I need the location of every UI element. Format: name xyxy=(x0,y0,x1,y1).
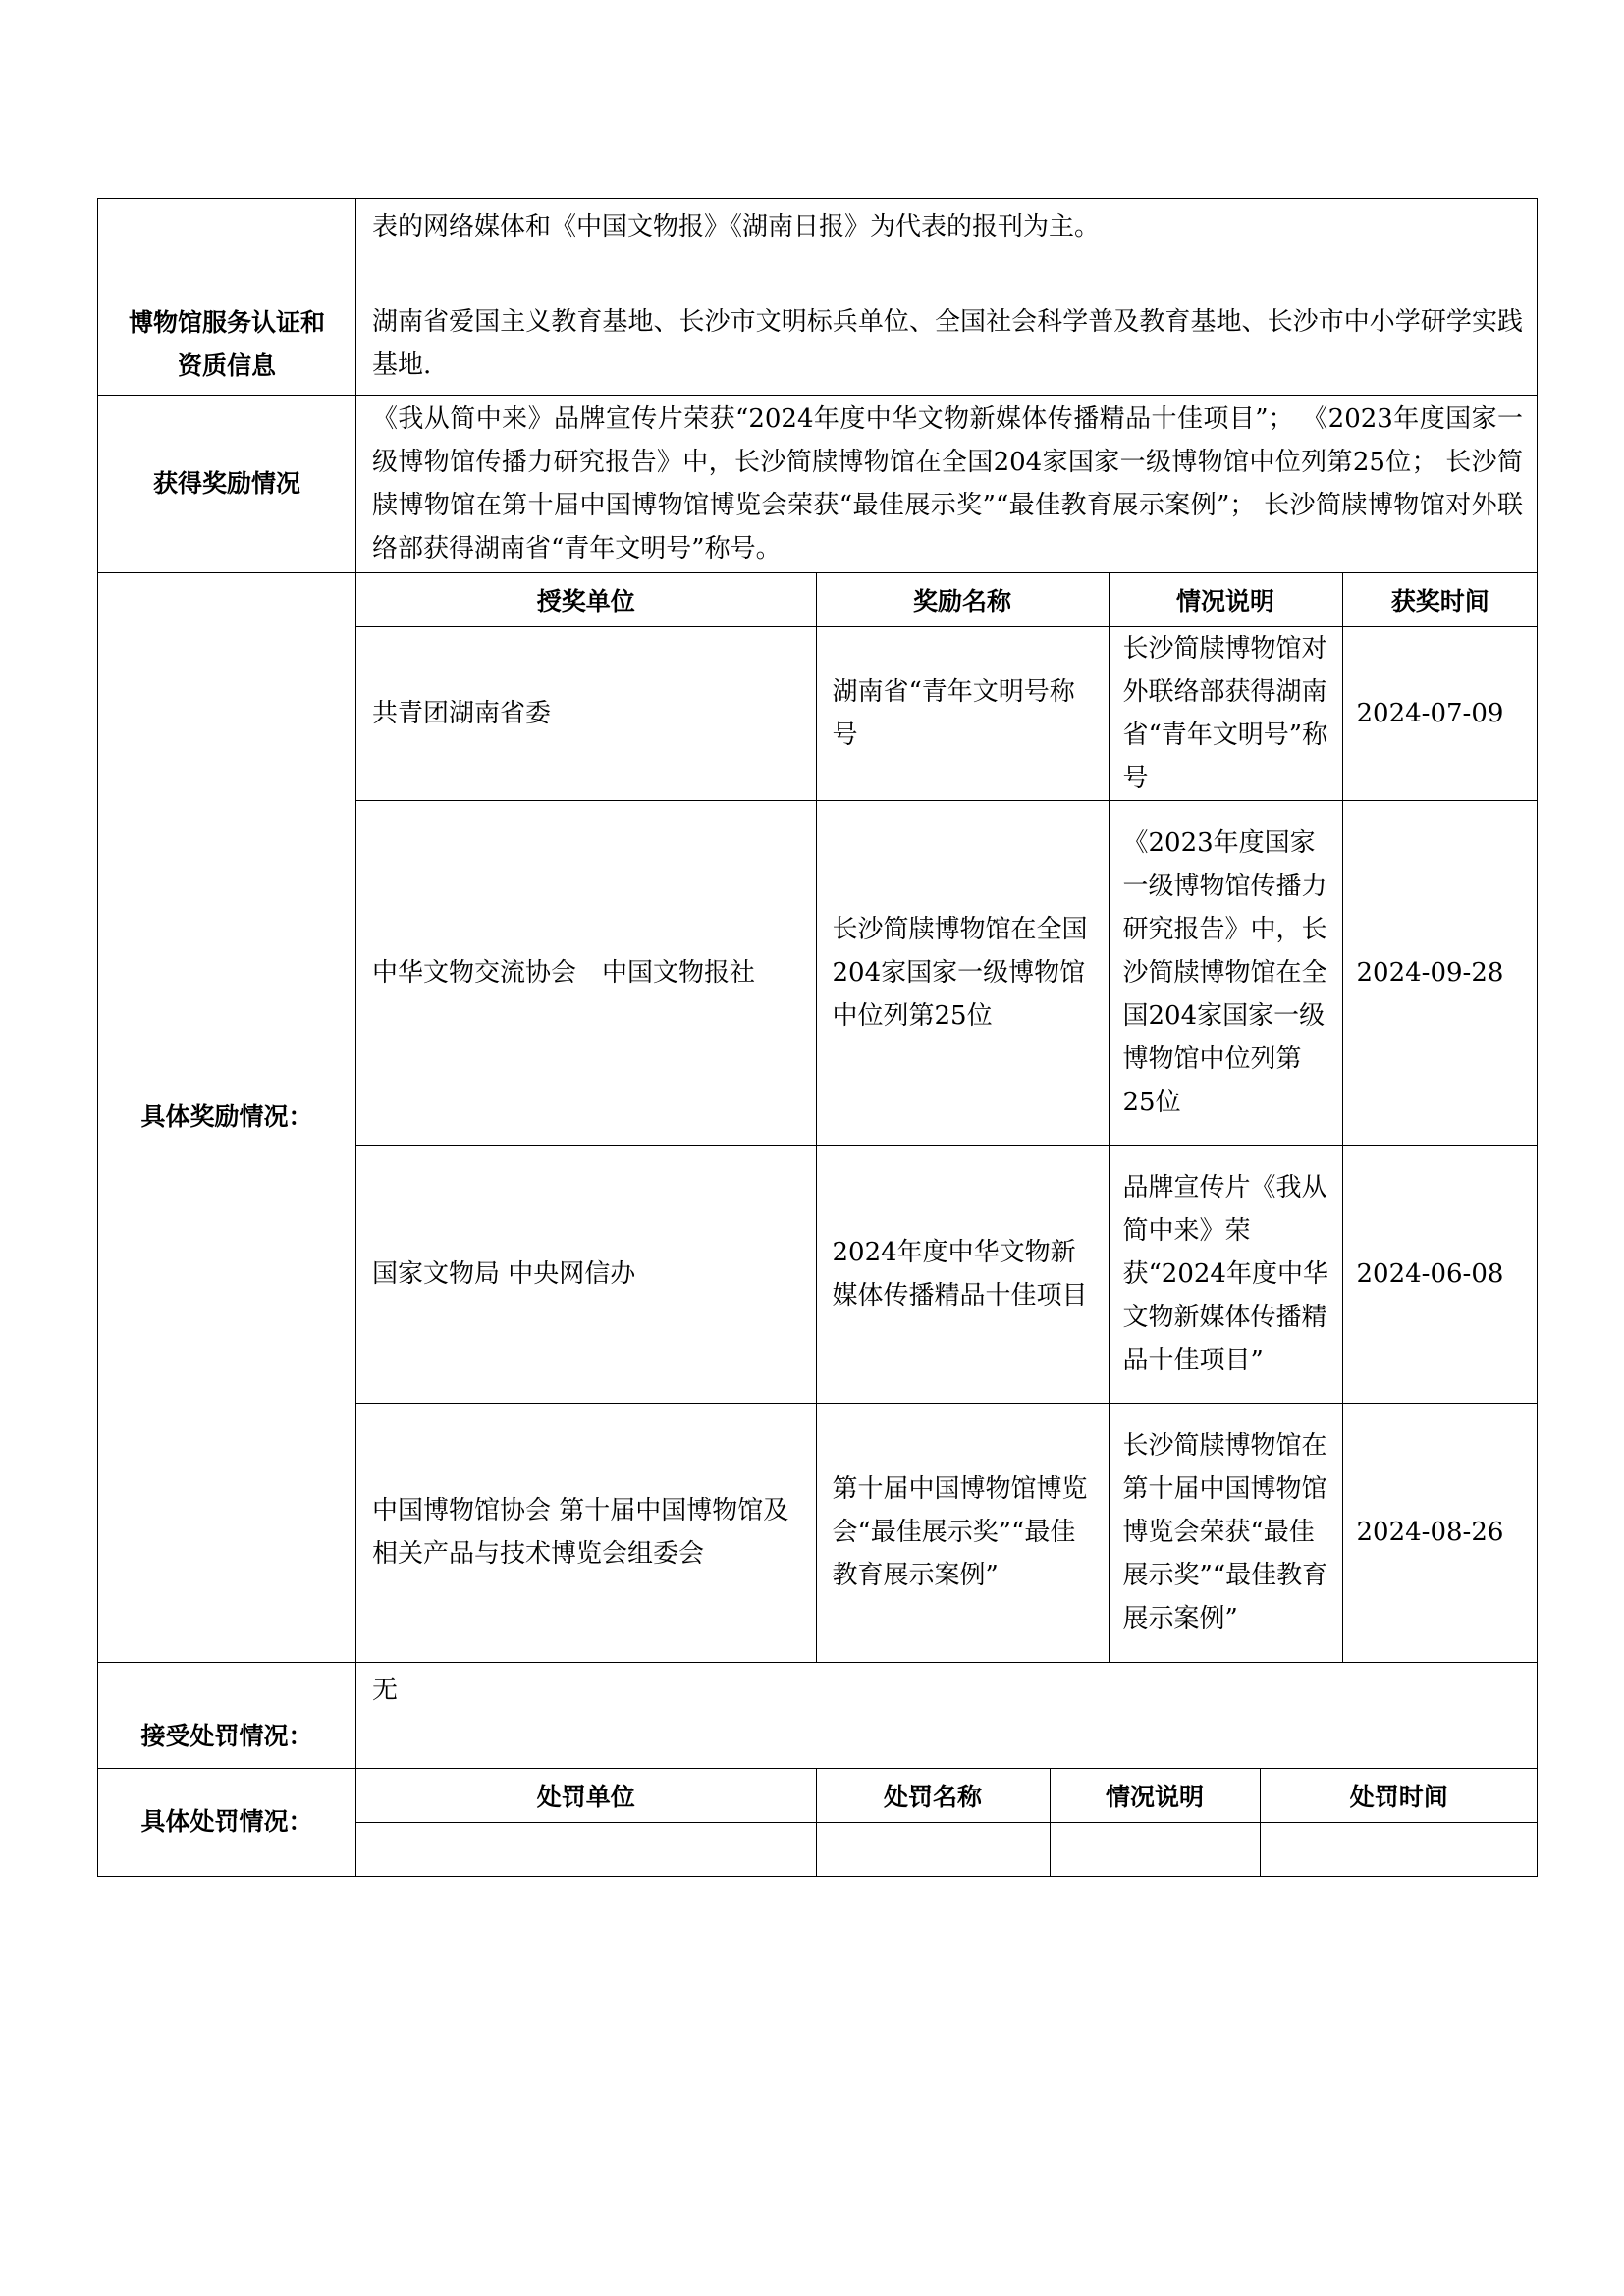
penalties-header-desc: 情况说明 xyxy=(1050,1769,1260,1823)
award-unit: 中华文物交流协会 中国文物报社 xyxy=(356,801,816,1146)
award-desc: 品牌宣传片《我从简中来》荣获“2024年度中华文物新媒体传播精品十佳项目” xyxy=(1109,1146,1342,1404)
penalty-desc xyxy=(1050,1822,1260,1876)
table-row xyxy=(356,1822,1538,1876)
penalty-name xyxy=(816,1822,1050,1876)
certification-value: 湖南省爱国主义教育基地、长沙市文明标兵单位、全国社会科学普及教育基地、长沙市中小学研学实践基地. xyxy=(356,294,1538,396)
award-date: 2024-08-26 xyxy=(1342,1404,1538,1662)
certification-label: 博物馆服务认证和资质信息 xyxy=(98,294,356,396)
award-desc: 长沙简牍博物馆对外联络部获得湖南省“青年文明号”称号 xyxy=(1109,627,1342,801)
media-value: 表的网络媒体和《中国文物报》《湖南日报》为代表的报刊为主。 xyxy=(356,199,1538,294)
awards-summary-value: 《我从简中来》品牌宣传片荣获“2024年度中华文物新媒体传播精品十佳项目”； 《2023年度国家一级博物馆传播力研究报告》中，长沙简牍博物馆在全国204家国家一级博物馆中位列第25位； 长沙简牍博物馆在第十届中国博物馆博览会荣获“最佳展示奖”“最佳教育展示案例”； 长沙简牍博物馆对外联络部获得湖南省“青年文明号”称号。 xyxy=(356,396,1538,573)
awards-summary-label: 获得奖励情况 xyxy=(98,396,356,573)
award-desc: 《2023年度国家一级博物馆传播力研究报告》中，长沙简牍博物馆在全国204家国家一级博物馆中位列第25位 xyxy=(1109,801,1342,1146)
award-date: 2024-06-08 xyxy=(1342,1146,1538,1404)
table-row xyxy=(356,1146,1538,1404)
table-row xyxy=(356,627,1538,801)
awards-table xyxy=(356,573,1538,1662)
awards-header-desc: 情况说明 xyxy=(1109,573,1342,627)
award-name: 第十届中国博物馆博览会“最佳展示奖”“最佳教育展示案例” xyxy=(816,1404,1109,1662)
penalty-unit xyxy=(356,1822,816,1876)
award-name: 2024年度中华文物新媒体传播精品十佳项目 xyxy=(816,1146,1109,1404)
media-row xyxy=(98,199,1538,294)
penalties-table xyxy=(356,1769,1538,1876)
award-desc: 长沙简牍博物馆在第十届中国博物馆博览会荣获“最佳展示奖”“最佳教育展示案例” xyxy=(1109,1404,1342,1662)
penalties-header-unit: 处罚单位 xyxy=(356,1769,816,1823)
media-label-cell xyxy=(98,199,356,294)
penalties-detail-label: 具体处罚情况： xyxy=(98,1768,356,1876)
awards-header-name: 奖励名称 xyxy=(816,573,1109,627)
award-date: 2024-09-28 xyxy=(1342,801,1538,1146)
penalty-date xyxy=(1260,1822,1538,1876)
penalties-summary-value: 无 xyxy=(356,1662,1538,1768)
award-name: 长沙简牍博物馆在全国204家国家一级博物馆中位列第25位 xyxy=(816,801,1109,1146)
table-row xyxy=(356,1404,1538,1662)
award-date: 2024-07-09 xyxy=(1342,627,1538,801)
museum-info-table xyxy=(97,198,1538,1877)
awards-header-unit: 授奖单位 xyxy=(356,573,816,627)
penalties-header-name: 处罚名称 xyxy=(816,1769,1050,1823)
awards-detail-row xyxy=(98,573,1538,1663)
awards-header-date: 获奖时间 xyxy=(1342,573,1538,627)
penalties-header-date: 处罚时间 xyxy=(1260,1769,1538,1823)
awards-header-row xyxy=(356,573,1538,627)
award-name: 湖南省“青年文明号称号 xyxy=(816,627,1109,801)
penalties-header-row xyxy=(356,1769,1538,1823)
awards-detail-cell xyxy=(356,573,1538,1663)
award-unit: 共青团湖南省委 xyxy=(356,627,816,801)
award-unit: 国家文物局 中央网信办 xyxy=(356,1146,816,1404)
penalties-summary-row xyxy=(98,1662,1538,1768)
awards-detail-label: 具体奖励情况： xyxy=(98,573,356,1663)
penalties-detail-row xyxy=(98,1768,1538,1876)
certification-row xyxy=(98,294,1538,396)
award-unit: 中国博物馆协会 第十届中国博物馆及相关产品与技术博览会组委会 xyxy=(356,1404,816,1662)
penalties-summary-label: 接受处罚情况： xyxy=(98,1662,356,1768)
table-row xyxy=(356,801,1538,1146)
awards-summary-row xyxy=(98,396,1538,573)
penalties-detail-cell xyxy=(356,1768,1538,1876)
